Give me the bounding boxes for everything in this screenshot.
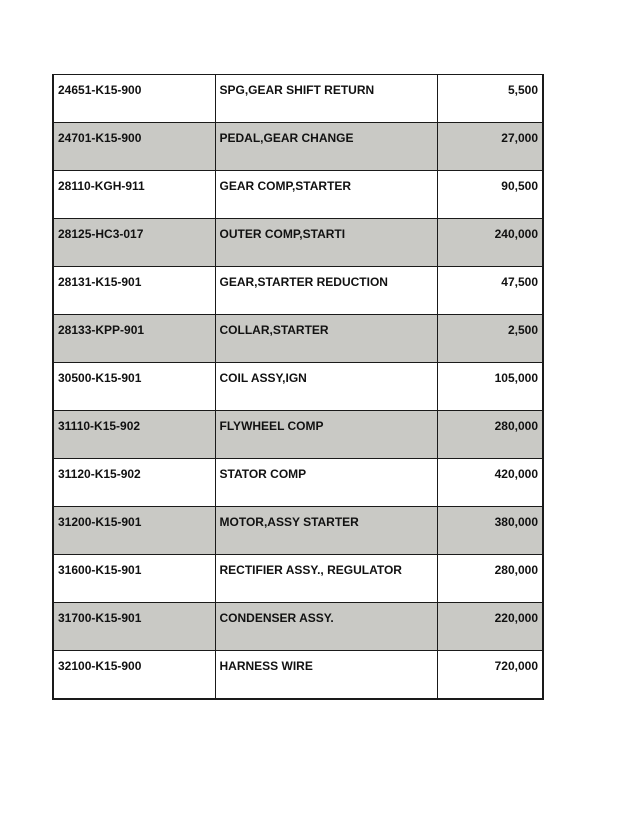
part-price-cell: 720,000 (437, 651, 543, 699)
table-row (53, 363, 543, 411)
table-row (53, 267, 543, 315)
part-number-cell: 32100-K15-900 (53, 651, 215, 699)
part-description-cell: OUTER COMP,STARTI (215, 219, 437, 267)
part-description-cell: RECTIFIER ASSY., REGULATOR (215, 555, 437, 603)
table-row (53, 75, 543, 123)
table-row (53, 459, 543, 507)
part-number-cell: 24701-K15-900 (53, 123, 215, 171)
part-price-cell: 105,000 (437, 363, 543, 411)
part-number-cell: 28125-HC3-017 (53, 219, 215, 267)
parts-table-body (53, 75, 543, 699)
part-price-cell: 220,000 (437, 603, 543, 651)
part-description-cell: FLYWHEEL COMP (215, 411, 437, 459)
part-price-cell: 420,000 (437, 459, 543, 507)
part-description-cell: GEAR COMP,STARTER (215, 171, 437, 219)
part-price-cell: 280,000 (437, 555, 543, 603)
table-row (53, 411, 543, 459)
part-description-cell: COLLAR,STARTER (215, 315, 437, 363)
part-description-cell: PEDAL,GEAR CHANGE (215, 123, 437, 171)
table-row (53, 507, 543, 555)
part-description-cell: COIL ASSY,IGN (215, 363, 437, 411)
part-number-cell: 28131-K15-901 (53, 267, 215, 315)
part-description-cell: STATOR COMP (215, 459, 437, 507)
part-price-cell: 47,500 (437, 267, 543, 315)
part-number-cell: 31200-K15-901 (53, 507, 215, 555)
part-price-cell: 5,500 (437, 75, 543, 123)
part-price-cell: 280,000 (437, 411, 543, 459)
part-price-cell: 90,500 (437, 171, 543, 219)
table-row (53, 219, 543, 267)
part-description-cell: MOTOR,ASSY STARTER (215, 507, 437, 555)
table-row (53, 315, 543, 363)
part-number-cell: 30500-K15-901 (53, 363, 215, 411)
part-number-cell: 31600-K15-901 (53, 555, 215, 603)
part-description-cell: GEAR,STARTER REDUCTION (215, 267, 437, 315)
table-row (53, 603, 543, 651)
part-description-cell: HARNESS WIRE (215, 651, 437, 699)
part-price-cell: 27,000 (437, 123, 543, 171)
part-number-cell: 28110-KGH-911 (53, 171, 215, 219)
part-number-cell: 28133-KPP-901 (53, 315, 215, 363)
table-row (53, 123, 543, 171)
table-row (53, 555, 543, 603)
part-description-cell: SPG,GEAR SHIFT RETURN (215, 75, 437, 123)
part-number-cell: 31700-K15-901 (53, 603, 215, 651)
table-row (53, 651, 543, 699)
part-description-cell: CONDENSER ASSY. (215, 603, 437, 651)
table-row (53, 171, 543, 219)
part-number-cell: 31120-K15-902 (53, 459, 215, 507)
part-number-cell: 24651-K15-900 (53, 75, 215, 123)
part-number-cell: 31110-K15-902 (53, 411, 215, 459)
part-price-cell: 240,000 (437, 219, 543, 267)
part-price-cell: 2,500 (437, 315, 543, 363)
parts-price-table (52, 74, 544, 700)
part-price-cell: 380,000 (437, 507, 543, 555)
